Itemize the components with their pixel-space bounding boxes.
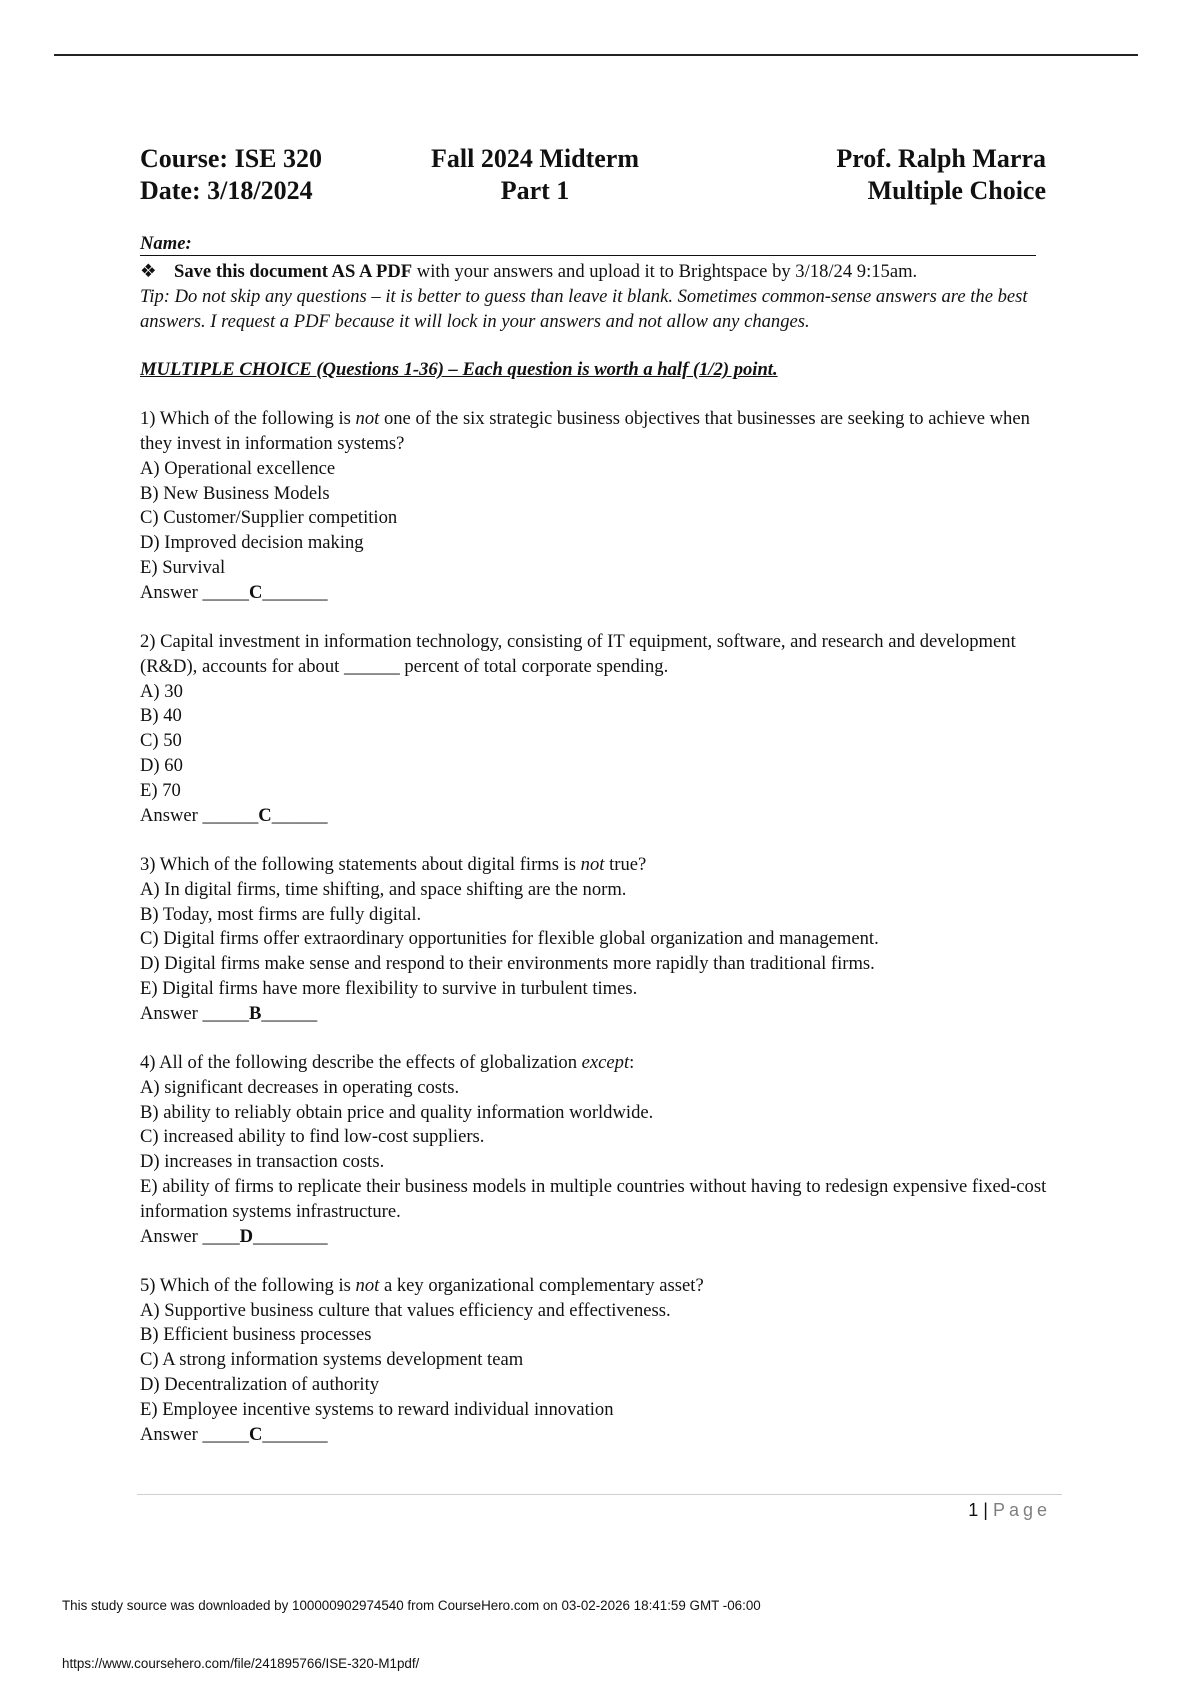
answer-option: D) Digital firms make sense and respond to their environments more rapidly than traditional firms.	[140, 953, 875, 975]
answer-option: B) 40	[140, 705, 182, 727]
answer-option: C) Customer/Supplier competition	[140, 507, 398, 529]
answer-option: C) Digital firms offer extraordinary opportunities for flexible global organization and management.	[140, 928, 879, 950]
answer-line[interactable]	[140, 804, 1050, 829]
answer-prefix: Answer _____	[140, 581, 249, 603]
stem-emphasis: not	[580, 853, 605, 875]
page-separator: |	[978, 1500, 993, 1520]
answer-prefix: Answer ______	[140, 804, 259, 826]
stem-text: 3) Which of the following statements about digital firms is	[140, 853, 581, 875]
answer-option: A) 30	[140, 680, 183, 702]
answer-letter: C	[248, 1423, 263, 1445]
answer-letter: B	[248, 1002, 262, 1024]
answer-option: B) New Business Models	[140, 482, 330, 504]
page-number: 1	[968, 1500, 979, 1520]
answer-line[interactable]	[140, 581, 1050, 606]
answer-option: D) 60	[140, 755, 183, 777]
answer-option: D) increases in transaction costs.	[140, 1151, 385, 1173]
exam-title: Fall 2024 Midterm	[431, 144, 639, 173]
stem-text-end: true?	[604, 853, 647, 875]
answer-option: D) Decentralization of authority	[140, 1374, 380, 1396]
answer-option: E) ability of firms to replicate their business models in multiple countries without having to redesign expensive fixed-cost information systems infrastructure.	[140, 1176, 1047, 1222]
course-label: Course: ISE 320	[140, 144, 323, 173]
answer-prefix: Answer _____	[140, 1423, 249, 1445]
date-label: Date: 3/18/2024	[140, 176, 313, 205]
question-1	[140, 407, 1050, 605]
answer-option: C) A strong information systems development team	[140, 1349, 524, 1371]
answer-option: D) Improved decision making	[140, 532, 364, 554]
question-stem	[140, 407, 1050, 457]
save-instruction-rest: with your answers and upload it to Brightspace by 3/18/24 9:15am.	[412, 261, 918, 282]
section-type: Multiple Choice	[867, 176, 1046, 205]
answer-prefix: Answer ____	[140, 1225, 240, 1247]
question-stem	[140, 853, 1050, 878]
answer-line[interactable]	[140, 1002, 1050, 1027]
answer-letter: C	[248, 581, 263, 603]
answer-option: A) Supportive business culture that values efficiency and effectiveness.	[140, 1299, 671, 1321]
document-header	[140, 143, 1046, 207]
question-3	[140, 853, 1050, 1027]
answer-line[interactable]	[140, 1225, 1050, 1250]
page-footer	[968, 1500, 1051, 1521]
question-stem	[140, 1274, 1050, 1299]
answer-option: C) increased ability to find low-cost suppliers.	[140, 1126, 485, 1148]
question-4	[140, 1051, 1050, 1249]
answer-option: E) Employee incentive systems to reward individual innovation	[140, 1398, 614, 1420]
save-instruction	[140, 260, 1050, 285]
part-label: Part 1	[500, 176, 570, 205]
footer-rule	[137, 1494, 1062, 1495]
stem-emphasis: except	[581, 1052, 630, 1074]
answer-suffix: ______	[271, 804, 328, 826]
section-heading: MULTIPLE CHOICE (Questions 1-36) – Each question is worth a half (1/2) point.	[140, 359, 778, 381]
answer-letter: D	[239, 1225, 254, 1247]
question-2	[140, 630, 1050, 828]
header-row-2	[140, 175, 1046, 207]
answer-line[interactable]	[140, 1423, 1050, 1448]
answer-suffix: ________	[253, 1225, 328, 1247]
stem-text: 2) Capital investment in information technology, consisting of IT equipment, software, and research and development (R&D), accounts for about ______ percent of total corporate spending.	[140, 631, 1016, 677]
stem-text-end: a key organizational complementary asset?	[379, 1274, 704, 1296]
diamond-bullet-icon	[140, 260, 174, 285]
stem-emphasis: not	[355, 408, 380, 430]
answer-option: B) Efficient business processes	[140, 1324, 372, 1346]
save-instruction-bold: Save this document AS A PDF	[174, 261, 413, 282]
stem-text: 1) Which of the following is	[140, 408, 356, 430]
top-rule	[54, 54, 1138, 56]
answer-option: B) ability to reliably obtain price and quality information worldwide.	[140, 1101, 654, 1123]
stem-text: 4) All of the following describe the effects of globalization	[140, 1052, 582, 1074]
name-label: Name:	[140, 233, 192, 254]
tip-text: Tip: Do not skip any questions – it is better to guess than leave it blank. Sometimes common-sense answers are the best answers. I request a PDF because it will lock in your answers and not allow any changes.	[140, 285, 1028, 332]
answer-option: A) Operational excellence	[140, 457, 336, 479]
page-word: Page	[992, 1500, 1051, 1520]
stem-text-end: one of the six strategic business objectives that businesses are seeking to achieve when they invest in information systems?	[140, 408, 1030, 454]
answer-letter: C	[258, 804, 272, 826]
header-row-1	[140, 143, 1046, 175]
answer-suffix: ______	[261, 1002, 318, 1024]
question-list	[140, 407, 1050, 1447]
stem-emphasis: not	[355, 1274, 380, 1296]
answer-prefix: Answer _____	[140, 1002, 249, 1024]
answer-option: E) Digital firms have more flexibility to survive in turbulent times.	[140, 977, 638, 999]
answer-option: B) Today, most firms are fully digital.	[140, 903, 422, 925]
stem-text-end: :	[629, 1052, 635, 1074]
name-field[interactable]	[140, 233, 1036, 256]
source-url[interactable]: https://www.coursehero.com/file/241895766/ISE-320-M1pdf/	[62, 1656, 420, 1671]
answer-option: C) 50	[140, 730, 182, 752]
answer-option: A) significant decreases in operating costs.	[140, 1076, 460, 1098]
question-stem	[140, 1051, 1050, 1076]
question-5	[140, 1274, 1050, 1448]
bullet-glyph: ❖	[140, 261, 157, 282]
answer-option: A) In digital firms, time shifting, and space shifting are the norm.	[140, 878, 627, 900]
stem-text: 5) Which of the following is	[140, 1274, 356, 1296]
answer-option: E) Survival	[140, 556, 226, 578]
download-source-note: This study source was downloaded by 100000902974540 from CourseHero.com on 03-02-2026 18:41:59 GMT -06:00	[62, 1598, 761, 1613]
answer-suffix: _______	[262, 1423, 328, 1445]
question-stem	[140, 630, 1050, 680]
document-body	[140, 233, 1050, 1472]
professor-name: Prof. Ralph Marra	[836, 144, 1046, 173]
answer-option: E) 70	[140, 779, 181, 801]
answer-suffix: _______	[262, 581, 328, 603]
